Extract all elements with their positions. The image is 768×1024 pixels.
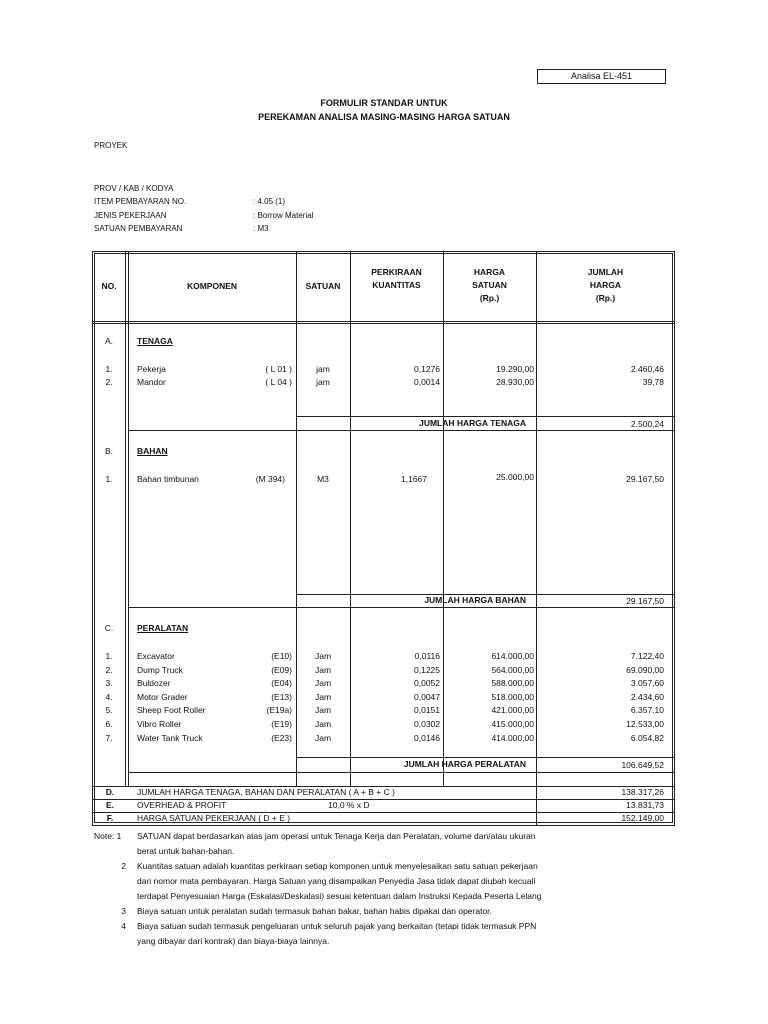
header-kuantitas-2: KUANTITAS [372,280,421,290]
row-no: 1. [105,651,113,661]
info-value-item: : 4.05 (1) [253,197,286,206]
header-kuantitas-1: PERKIRAAN [371,267,422,277]
note-line [94,829,684,844]
subtotal-label-peralatan: JUMLAH HARGA PERALATAN [403,759,526,769]
note-text: SATUAN dapat berdasarkan atas jam operasi untuk Tenaga Kerja dan Peralatan, volume dan/atau ukuran [137,831,536,841]
note-number: 4 [121,921,126,931]
row-total: 6.357,10 [630,705,664,716]
row-no: 5. [105,705,113,716]
row-no: 2. [105,377,113,387]
row-name: Vibro Roller [137,719,182,729]
summary-label: OVERHEAD & PROFIT [137,800,227,810]
row-total: 2.460,46 [630,364,664,374]
row-no: 1. [105,364,113,374]
note-text: Biaya satuan sudah termasuk pengeluaran untuk seluruh pajak yang berkaitan (tetapi tidak termasuk PPN [137,921,537,931]
row-no: 2. [105,664,113,675]
summary-code: E. [105,800,115,810]
header-separator-double [92,323,675,324]
row-price: 421.000,00 [491,705,534,716]
subtotal-value-peralatan: 106.649,52 [621,760,664,770]
row-price: 415.000,00 [491,719,534,729]
row-code: (E19a) [266,705,292,716]
row-code: (E23) [271,732,292,743]
row-unit: jam [316,377,330,387]
header-satuan: SATUAN [305,281,341,291]
note-line [94,904,684,919]
section-code-peralatan: C. [104,623,114,633]
row-price: 25.000,00 [496,472,534,482]
subtotal-value-bahan: 29.167,50 [626,596,664,606]
row-qty: 0,0014 [414,377,440,387]
row-unit: Jam [314,664,332,675]
note-text: berat untuk bahan-bahan. [137,846,235,856]
row-total: 29.167,50 [626,474,664,484]
row-code: ( L 04 ) [265,377,292,387]
row-unit: Jam [314,732,332,743]
info-label-item: ITEM PEMBAYARAN NO. [94,197,187,206]
note-text: Biaya satuan untuk peralatan sudah termasuk bahan bakar, bahan habis dipakai dan operator. [137,906,492,916]
row-price: 588.000,00 [491,678,534,689]
subtotal-label-tenaga: JUMLAH HARGA TENAGA [419,418,526,428]
summary-mid: 10,0 % x D [328,800,370,810]
note-number: Note: 1 [94,831,122,841]
row-price: 414.000,00 [491,732,534,743]
row-total: 12.533,00 [626,719,664,729]
info-label-prov: PROV / KAB / KODYA [94,184,174,193]
section-code-tenaga: A. [104,336,114,346]
section-title-tenaga: TENAGA [137,336,173,346]
row-no: 3. [105,678,113,689]
row-name: Pekerja [137,364,166,374]
header-harga-1: HARGA [473,267,506,277]
row-unit: jam [316,364,330,374]
row-qty: 0,0146 [414,732,440,743]
row-unit: Jam [314,705,332,716]
note-number: 2 [121,861,126,871]
row-name: Buldozer [137,678,171,689]
summary-code: F. [106,813,114,823]
note-line [94,889,684,904]
row-qty: 0,0151 [414,705,440,716]
row-code: (E09) [271,664,292,675]
row-total: 69.090,00 [626,664,664,675]
row-name: Bahan timbunan [137,474,199,484]
note-number: 3 [121,906,126,916]
row-name: Dump Truck [137,664,183,675]
row-no: 4. [105,691,113,702]
header-no: NO. [101,281,117,291]
note-text: terdapat Penyesuaian Harga (Eskalasi/Deskalasi) sesuai ketentuan dalam Instruksi Kepada Peserta Lelang [137,891,542,901]
row-price: 28.930,00 [496,377,534,387]
row-total: 2.434,60 [630,691,664,702]
info-value-jenis: : Borrow Material [253,211,314,220]
subtotal-label-bahan: JUMLAH HARGA BAHAN [424,595,526,605]
row-unit: Jam [314,691,332,702]
analysis-table [92,251,675,826]
form-title-line2: PEREKAMAN ANALISA MASING-MASING HARGA SATUAN [258,112,510,122]
row-name: Water Tank Truck [137,732,203,743]
section-title-bahan: BAHAN [137,446,168,456]
row-qty: 0,0047 [414,691,440,702]
header-jumlah-1: JUMLAH [587,267,624,277]
note-text: yang dibayar dari kontrak) dan biaya-biaya lainnya. [137,936,330,946]
row-name: Excavator [137,651,175,661]
row-total: 6.054,82 [630,732,664,743]
row-unit: Jam [314,719,332,729]
notes-section [94,829,684,949]
note-line [94,844,684,859]
header-jumlah-2: HARGA [589,280,622,290]
row-code: (E10) [271,651,292,661]
summary-label: JUMLAH HARGA TENAGA, BAHAN DAN PERALATAN ( A + B + C ) [137,787,395,797]
row-no: 6. [105,719,113,729]
note-line [94,934,684,949]
row-total: 39,78 [642,377,664,387]
info-label-satuan: SATUAN PEMBAYARAN [94,224,183,233]
summary-value: 13.831,73 [626,800,664,810]
row-unit: Jam [314,651,332,661]
row-price: 518.000,00 [491,691,534,702]
summary-code: D. [105,787,115,797]
form-title-line1: FORMULIR STANDAR UNTUK [320,98,448,108]
note-text: dari nomor mata pembayaran. Harga Satuan yang disampaikan Penyedia Jasa tidak dapat diubah kecuali [137,876,536,886]
header-jumlah-3: (Rp.) [595,293,616,303]
header-harga-2: SATUAN [472,280,507,290]
row-total: 3.057,60 [630,678,664,689]
row-name: Sheep Foot Roller [137,705,206,716]
info-label-jenis: JENIS PEKERJAAN [94,211,167,220]
note-line [94,859,684,874]
row-name: Mandor [137,377,166,387]
section-title-peralatan: PERALATAN [137,623,189,633]
row-qty: 0,1225 [414,664,440,675]
summary-label: HARGA SATUAN PEKERJAAN ( D + E ) [137,813,291,823]
row-code: (M 394) [255,474,285,484]
row-qty: 0,0052 [414,678,440,689]
row-no: 7. [105,732,113,743]
note-line [94,874,684,889]
row-qty: 0,0302 [414,719,440,729]
row-code: (E13) [271,691,292,702]
row-code: ( L 01 ) [265,364,292,374]
row-unit: Jam [314,678,332,689]
row-total: 7.122,40 [630,651,664,661]
analysis-reference-box: Analisa EL-451 [537,69,666,84]
proyek-label: PROYEK [94,141,128,150]
row-name: Motor Grader [137,691,188,702]
header-komponen: KOMPONEN [186,281,238,291]
row-code: (E19) [271,719,292,729]
summary-value: 138.317,26 [621,787,664,797]
row-code: (E04) [271,678,292,689]
row-price: 19.290,00 [496,364,534,374]
subtotal-value-tenaga: 2.500,24 [630,419,664,429]
row-unit: M3 [317,474,329,484]
info-value-satuan: : M3 [253,224,269,233]
row-no: 1. [105,474,113,484]
note-line [94,919,684,934]
row-price: 564.000,00 [491,664,534,675]
row-price: 614.000,00 [491,651,534,661]
section-code-bahan: B. [104,446,114,456]
row-qty: 1,1667 [401,474,427,484]
col-line-no-double [128,251,129,787]
note-text: Kuantitas satuan adalah kuantitas perkiraan setiap komponen untuk menyelesaikan satu satuan pekerjaan [137,861,538,871]
row-qty: 0,1276 [414,364,440,374]
header-harga-3: (Rp.) [479,293,500,303]
row-qty: 0,0116 [414,651,440,661]
header-separator [92,321,675,322]
summary-value: 152.149,00 [621,813,664,823]
